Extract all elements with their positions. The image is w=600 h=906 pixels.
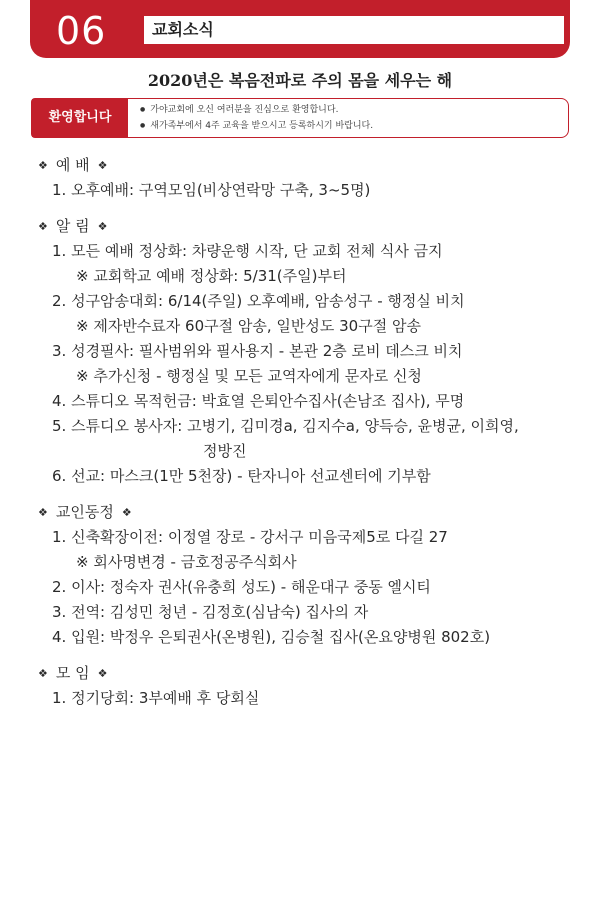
section-heading-meeting: ❖ 모 임 ❖ xyxy=(38,664,108,682)
news-content xyxy=(38,152,578,711)
section-header xyxy=(30,0,570,58)
list-item: 2. 성구암송대회: 6/14(주일) 오후예배, 암송성구 - 행정실 비치 xyxy=(52,292,465,310)
diamond-bullet-icon: ❖ xyxy=(38,506,48,519)
welcome-label: 환영합니다 xyxy=(32,99,128,137)
welcome-box xyxy=(31,98,569,138)
welcome-lines xyxy=(140,102,373,134)
list-item: 1. 모든 예배 정상화: 차량운행 시작, 단 교회 전체 식사 금지 xyxy=(52,242,443,260)
list-item: 1. 신축확장이전: 이정열 장로 - 강서구 미음국제5로 다길 27 xyxy=(52,528,448,546)
diamond-bullet-icon: ❖ xyxy=(97,667,108,680)
list-item: 3. 성경필사: 필사범위와 필사용지 - 본관 2층 로비 데스크 비치 xyxy=(52,342,463,360)
section-number: 06 xyxy=(56,9,107,53)
list-item: 1. 오후예배: 구역모임(비상연락망 구축, 3~5명) xyxy=(52,181,371,199)
welcome-line: ● 새가족부에서 4주 교육을 받으시고 등록하시기 바랍니다. xyxy=(140,118,373,134)
page-title: 2020년은 복음전파로 주의 몸을 세우는 해 xyxy=(147,71,453,90)
diamond-bullet-icon: ❖ xyxy=(38,220,48,233)
section-heading-members: ❖ 교인동정 ❖ xyxy=(38,503,132,521)
diamond-bullet-icon: ❖ xyxy=(38,667,48,680)
list-item: 6. 선교: 마스크(1만 5천장) - 탄자니아 선교센터에 기부함 xyxy=(52,467,431,485)
list-item: 3. 전역: 김성민 청년 - 김정호(심남숙) 집사의 자 xyxy=(52,603,369,621)
list-subnote: ※ 제자반수료자 60구절 암송, 일반성도 30구절 암송 xyxy=(76,317,421,335)
list-subnote: ※ 교회학교 예배 정상화: 5/31(주일)부터 xyxy=(76,267,347,285)
list-subnote: ※ 회사명변경 - 금호정공주식회사 xyxy=(76,553,297,571)
list-item-continuation: 정방진 xyxy=(203,442,247,460)
section-heading-notices: ❖ 알 림 ❖ xyxy=(38,217,108,235)
list-item: 2. 이사: 정숙자 권사(유충희 성도) - 해운대구 중동 엘시티 xyxy=(52,578,431,596)
diamond-bullet-icon: ❖ xyxy=(97,220,108,233)
diamond-bullet-icon: ❖ xyxy=(38,159,48,172)
diamond-bullet-icon: ❖ xyxy=(97,159,108,172)
list-item: 5. 스튜디오 봉사자: 고병기, 김미경a, 김지수a, 양득승, 윤병균, 이희영, xyxy=(52,417,519,435)
list-subnote: ※ 추가신청 - 행정실 및 모든 교역자에게 문자로 신청 xyxy=(76,367,422,385)
list-item: 4. 입원: 박정우 은퇴권사(온병원), 김승철 집사(온요양병원 802호) xyxy=(52,628,491,646)
section-title: 교회소식 xyxy=(144,16,564,44)
diamond-bullet-icon: ❖ xyxy=(121,506,132,519)
section-heading-worship: ❖ 예 배 ❖ xyxy=(38,156,108,174)
welcome-line: ● 가야교회에 오신 여러분을 진심으로 환영합니다. xyxy=(140,102,373,118)
list-item: 4. 스튜디오 목적헌금: 박효열 은퇴안수집사(손남조 집사), 무명 xyxy=(52,392,465,410)
list-item: 1. 정기당회: 3부예배 후 당회실 xyxy=(52,689,260,707)
